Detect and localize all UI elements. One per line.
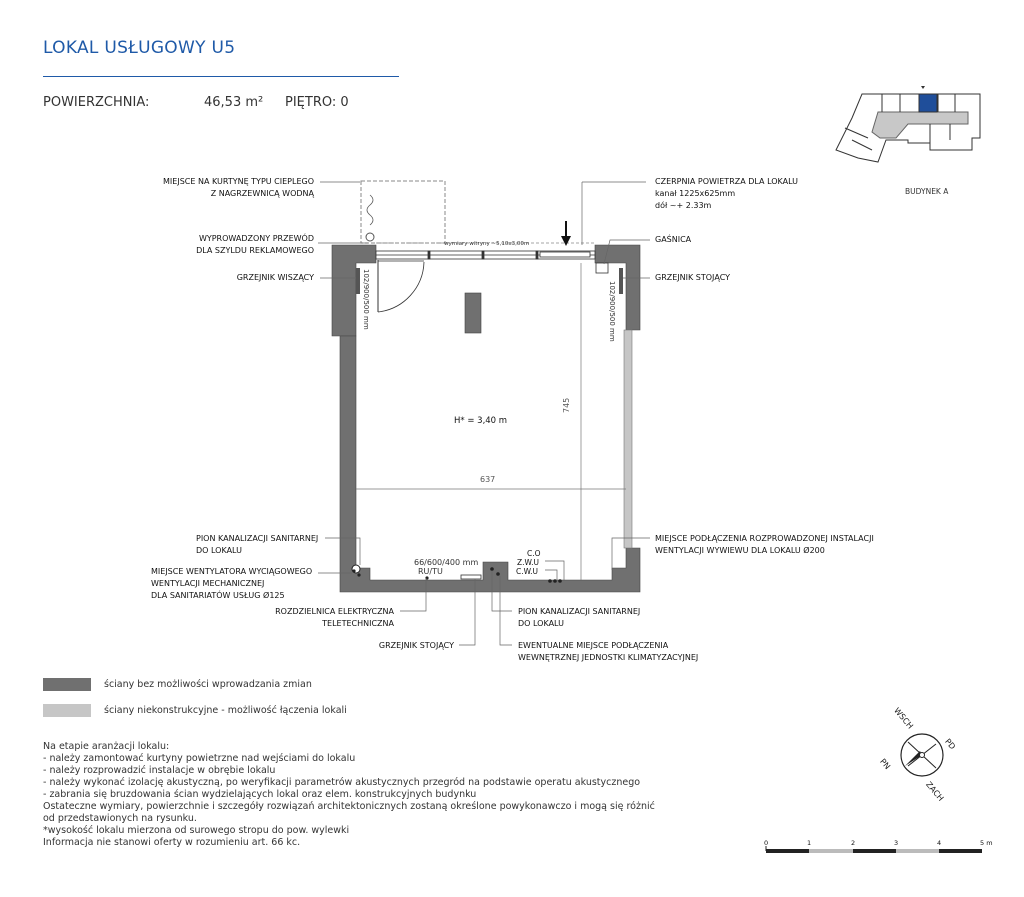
- legend-structural-text: ściany bez możliwości wprowadzania zmian: [104, 679, 312, 690]
- note-line: Ostateczne wymiary, powierzchnie i szczegóły rozwiązań architektonicznych zostaną określone powykonawczo i mogą się różnić: [43, 801, 655, 812]
- compass-rose: [901, 734, 943, 776]
- label-switchboard: ROZDZIELNICA ELEKTRYCZNA TELETECHNICZNA: [275, 607, 394, 628]
- scale-label-5: 5 m: [980, 839, 993, 847]
- scale-bar: [766, 846, 982, 853]
- floor-label: PIĘTRO: 0: [285, 95, 349, 110]
- radiator-right-dims: 102/900/500 mm: [608, 281, 616, 342]
- depth-dimension: 745: [562, 397, 571, 413]
- note-line: od przedstawionych na rysunku.: [43, 813, 197, 824]
- label-ventilation: MIEJSCE PODŁĄCZENIA ROZPROWADZONEJ INSTALACJI WENTYLACJI WYWIEWU DLA LOKALU Ø200: [655, 534, 874, 555]
- scale-label-0: 0: [764, 839, 769, 847]
- legend-non-structural-text: ściany niekonstrukcyjne - możliwość łączenia lokali: [104, 705, 347, 716]
- compass-south-label: PD: [943, 737, 958, 752]
- radiator-left-dims: 102/900/500 mm: [362, 269, 370, 330]
- radiator-bottom-dims: 66/600/400 mm: [414, 558, 479, 567]
- notes-block: [43, 741, 655, 849]
- note-line: - należy rozprowadzić instalacje w obrębie lokalu: [43, 765, 276, 776]
- label-air-intake: CZERPNIA POWIETRZA DLA LOKALU kanał 1225x625mm dół ~+ 2.33m: [655, 177, 799, 210]
- shop-window: [376, 251, 595, 259]
- label-air-curtain: MIEJSCE NA KURTYNĘ TYPU CIEPLEGO Z NAGRZEWNICĄ WODNĄ: [163, 177, 314, 198]
- label-exhaust-fan: MIEJSCE WENTYLATORA WYCIĄGOWEGO WENTYLACJI MECHANICZNEJ DLA SANITARIATÓW USŁUG Ø125: [151, 567, 313, 600]
- legend-swatch-structural: [43, 678, 91, 691]
- compass-east-label: WSCH: [892, 706, 915, 731]
- area-value: 46,53 m²: [204, 95, 264, 110]
- label-bottom-radiator: GRZEJNIK STOJĄCY: [378, 641, 454, 650]
- scale-label-1: 1: [807, 839, 812, 847]
- ceiling-height: H* = 3,40 m: [454, 416, 508, 426]
- zwu-label: Z.W.U: [517, 558, 539, 567]
- page-title: LOKAL USŁUGOWY U5: [43, 38, 236, 58]
- label-wall-radiator: GRZEJNIK WISZĄCY: [236, 273, 314, 282]
- unit-highlight: [919, 94, 937, 112]
- compass-north-label: PN: [878, 757, 892, 772]
- label-sewer-right: PION KANALIZACJI SANITARNEJ DO LOKALU: [518, 607, 641, 628]
- building-label: BUDYNEK A: [905, 187, 949, 196]
- label-standing-radiator: GRZEJNIK STOJĄCY: [655, 273, 731, 282]
- width-dimension: 637: [480, 475, 496, 484]
- label-ac-unit: EWENTUALNE MIEJSCE PODŁĄCZENIA WEWNĘTRZNEJ JEDNOSTKI KLIMATYZACYJNEJ: [518, 641, 699, 662]
- note-line: *wysokość lokalu mierzona od surowego stropu do pow. wylewki: [43, 825, 350, 836]
- area-label: POWIERZCHNIA:: [43, 95, 150, 110]
- note-line: - zabrania się bruzdowania ścian wydzielających lokal oraz elem. konstrukcyjnych budynku: [43, 789, 477, 800]
- scale-label-2: 2: [851, 839, 856, 847]
- window-dimensions: wymiary witryny ~5,10x3,00m: [444, 241, 530, 247]
- note-line: Informacja nie stanowi oferty w rozumieniu art. 66 kc.: [43, 837, 301, 848]
- scale-label-3: 3: [894, 839, 899, 847]
- note-line: - należy wykonać izolację akustyczną, po weryfikacji parametrów akustycznych przegród na podstawie operatu akustycznego: [43, 777, 641, 788]
- cwu-label: C.W.U: [516, 567, 539, 576]
- label-extinguisher: GAŚNICA: [655, 235, 692, 244]
- scale-label-4: 4: [937, 839, 942, 847]
- note-line: - należy zamontować kurtyny powietrzne nad wejściami do lokalu: [43, 753, 356, 764]
- compass-west-label: ZACH: [924, 780, 946, 803]
- legend-swatch-non-structural: [43, 704, 91, 717]
- key-plan: [836, 86, 980, 162]
- non-structural-wall: [624, 330, 632, 548]
- co-label: C.O: [527, 549, 541, 558]
- ru-tu-label: RU/TU: [418, 567, 443, 576]
- label-sign-cable: WYPROWADZONY PRZEWÓD DLA SZYLDU REKLAMOWEGO: [196, 234, 314, 255]
- note-line: Na etapie aranżacji lokalu:: [43, 741, 170, 752]
- label-sewer-left: PION KANALIZACJI SANITARNEJ DO LOKALU: [196, 534, 319, 555]
